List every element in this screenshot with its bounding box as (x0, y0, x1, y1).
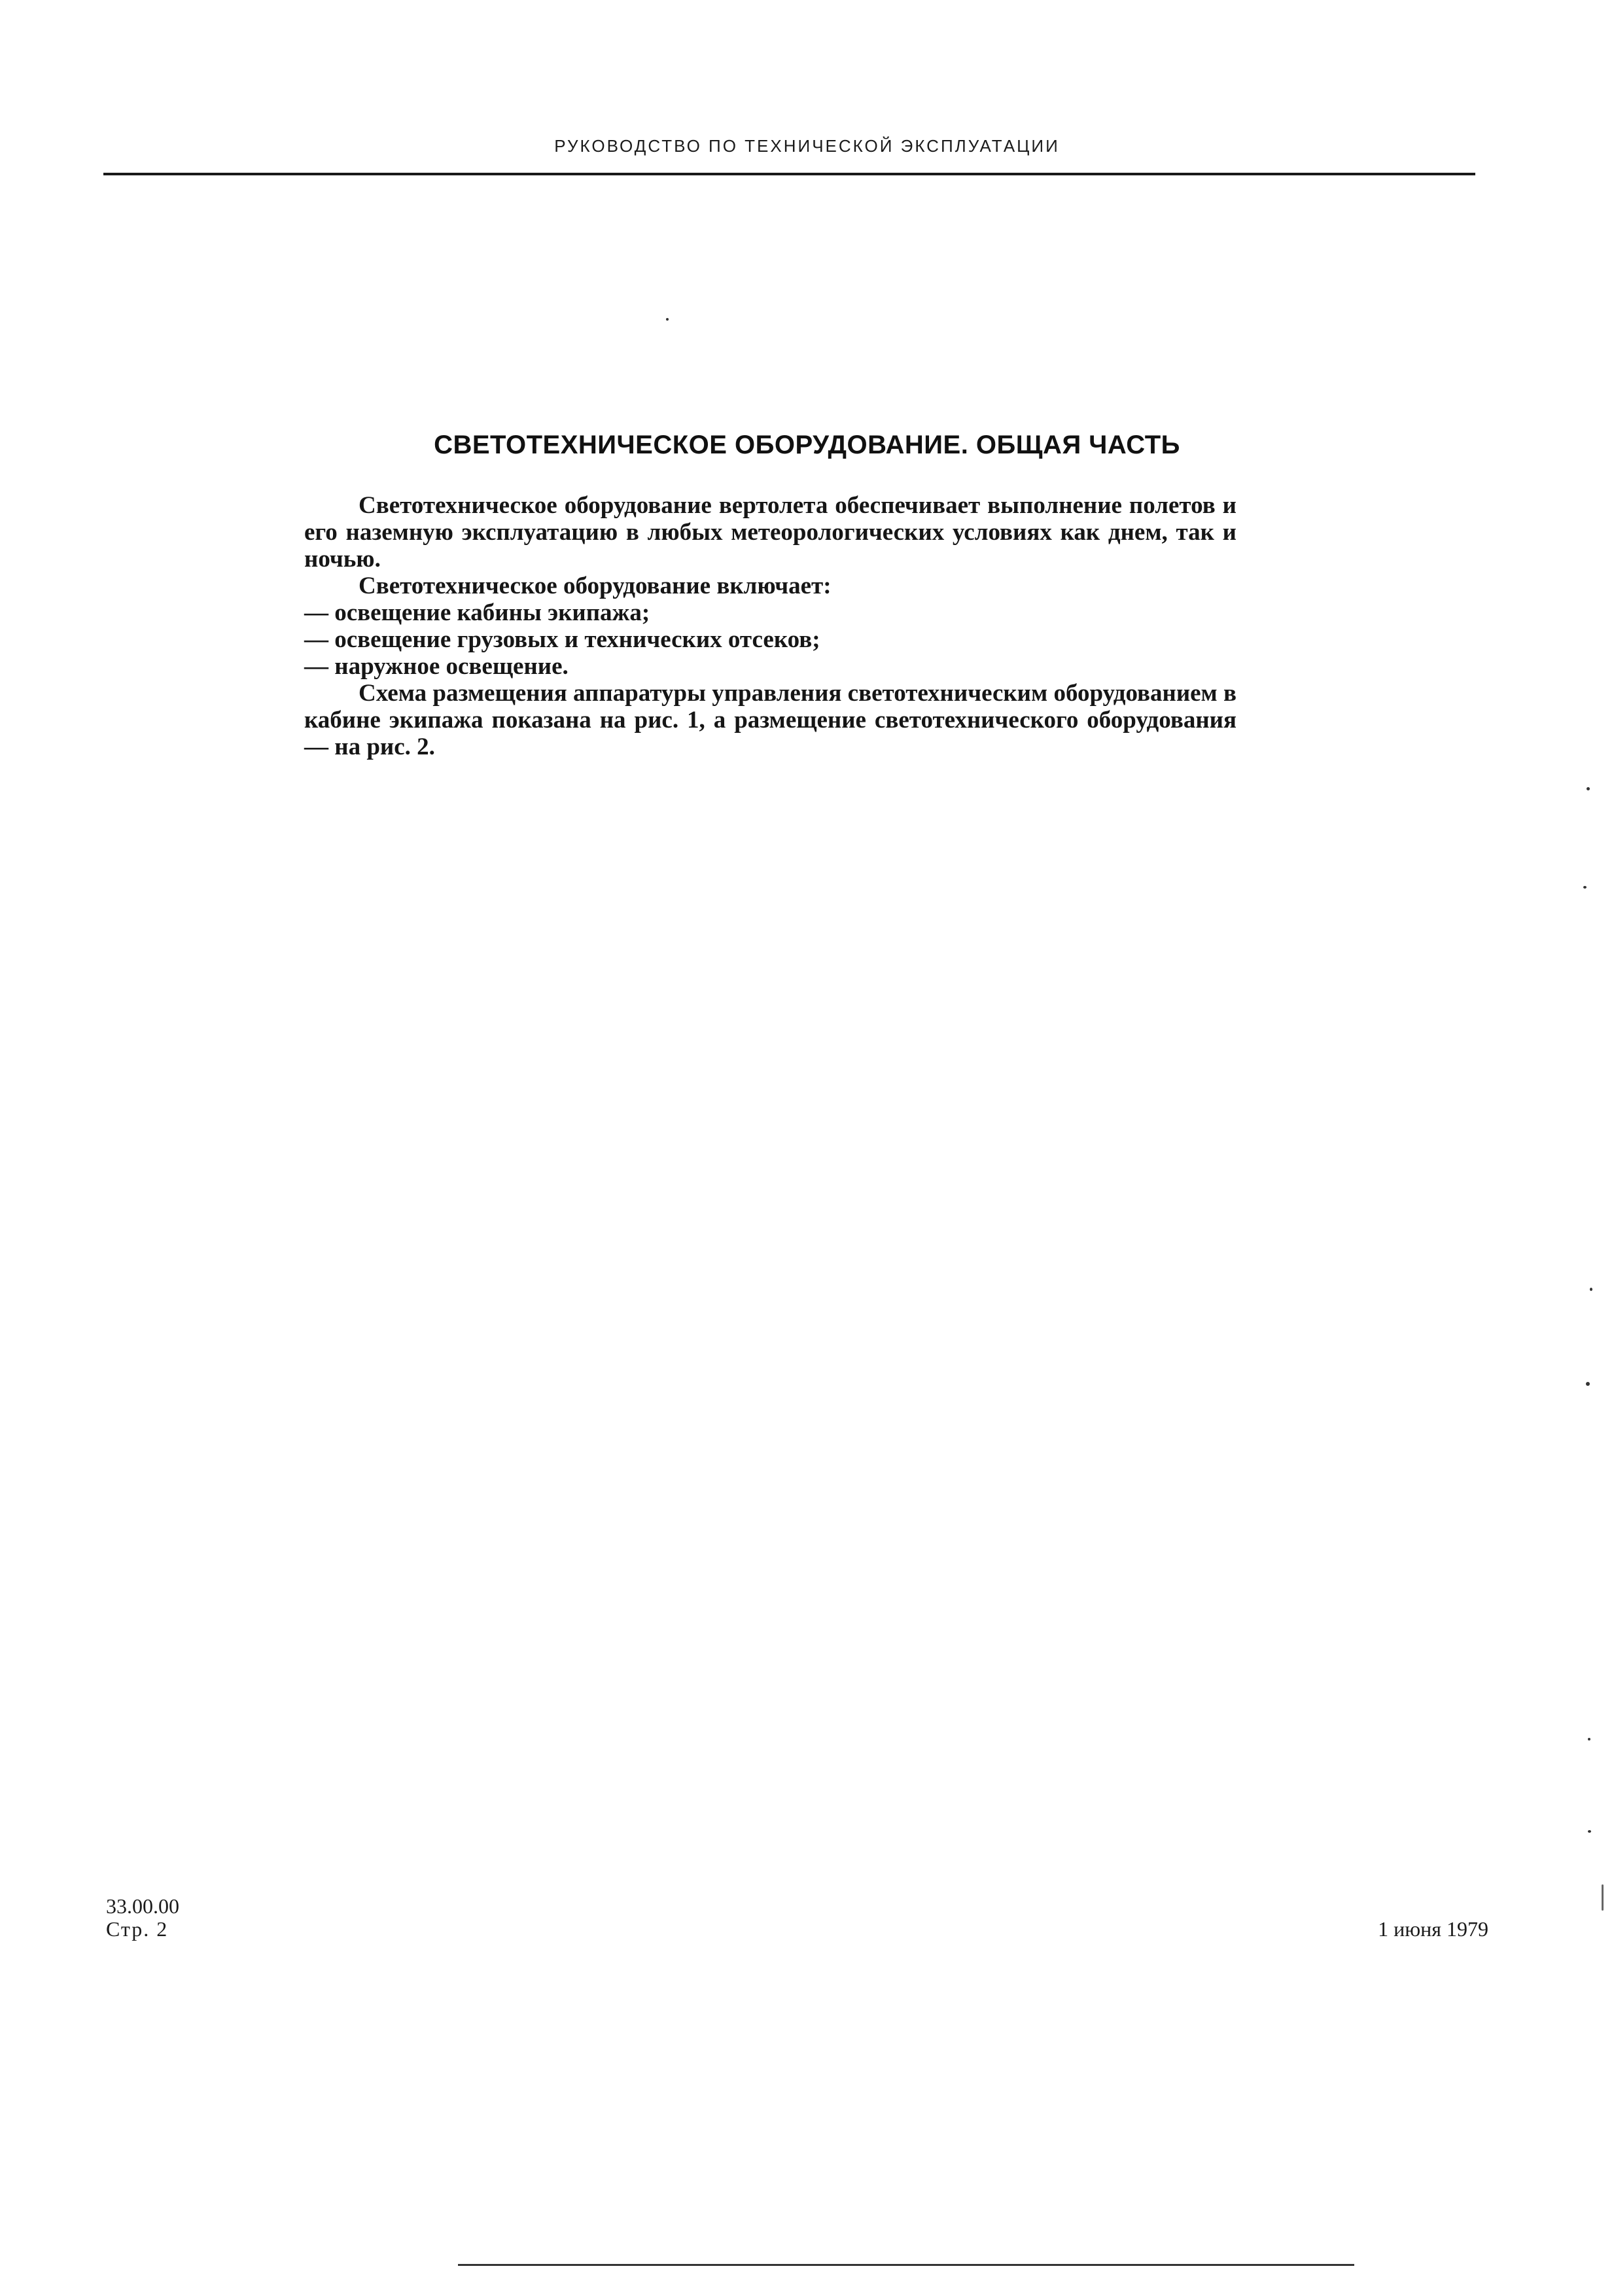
scan-speck (1587, 787, 1590, 790)
scan-speck (1588, 1830, 1591, 1833)
running-header: РУКОВОДСТВО ПО ТЕХНИЧЕСКОЙ ЭКСПЛУАТАЦИИ (554, 136, 1060, 156)
scan-speck (1590, 1288, 1592, 1291)
list-item: — наружное освещение. (304, 653, 569, 680)
closing-paragraph: Схема размещения аппаратуры управления светотехническим оборудованием в кабине экипажа показана на рис. 1, а размещение светотехнического оборудования — на рис. 2. (304, 680, 1237, 760)
scan-speck (1602, 1884, 1604, 1911)
includes-paragraph: Светотехническое оборудование включает: (359, 573, 832, 599)
scan-speck (1586, 1382, 1590, 1386)
scan-speck (666, 318, 669, 321)
header-rule (103, 173, 1475, 175)
body-text (304, 492, 1237, 760)
scan-speck (1583, 886, 1587, 889)
section-title: СВЕТОТЕХНИЧЕСКОЕ ОБОРУДОВАНИЕ. ОБЩАЯ ЧАСТЬ (434, 431, 1180, 459)
page-number: Стр. 2 (106, 1917, 169, 1941)
list-item: — освещение грузовых и технических отсеков; (304, 626, 820, 653)
list-item: — освещение кабины экипажа; (304, 599, 650, 626)
scan-speck (1588, 1738, 1590, 1740)
issue-date: 1 июня 1979 (1378, 1917, 1488, 1941)
intro-paragraph: Светотехническое оборудование вертолета обеспечивает выполнение полетов и его наземную эксплуатацию в любых метеорологических условиях как днем, так и ночью. (304, 492, 1237, 573)
doc-code: 33.00.00 (106, 1894, 179, 1918)
bottom-rule (458, 2264, 1354, 2266)
